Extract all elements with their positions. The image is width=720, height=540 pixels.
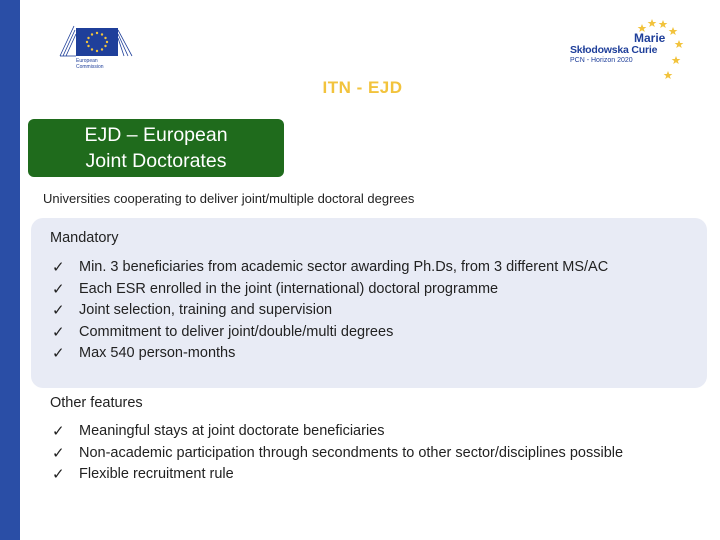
list-item: ✓ Flexible recruitment rule [52, 464, 692, 486]
check-icon: ✓ [52, 423, 65, 440]
list-item: ✓ Joint selection, training and supervision [52, 300, 712, 322]
check-icon: ✓ [52, 323, 65, 341]
msca-name-last: Skłodowska Curie [570, 44, 658, 56]
list-item: ✓ Meaningful stays at joint doctorate beneficiaries [52, 421, 692, 443]
check-icon: ✓ [52, 280, 65, 298]
mandatory-list [52, 257, 712, 365]
list-item: ✓ Max 540 person-months [52, 343, 712, 365]
check-icon: ✓ [52, 345, 65, 362]
title-line-1: EJD – European [84, 124, 228, 146]
title-line-2: Joint Doctorates [85, 150, 227, 172]
msca-name-first: Marie [634, 31, 666, 45]
ec-building-icon [58, 22, 136, 58]
european-commission-logo [58, 22, 136, 72]
msca-logo [568, 16, 686, 88]
left-accent-bar [0, 0, 20, 540]
check-icon: ✓ [52, 259, 65, 276]
check-icon: ✓ [52, 444, 65, 462]
list-item: ✓ Commitment to deliver joint/double/multi degrees [52, 322, 712, 344]
slide-subtitle: ITN - EJD [322, 78, 403, 97]
title-box [28, 119, 284, 177]
mandatory-heading: Mandatory [50, 230, 119, 246]
msca-programme: PCN - Horizon 2020 [570, 57, 633, 64]
ec-caption: European Commission [76, 58, 104, 70]
check-icon: ✓ [52, 466, 65, 483]
check-icon: ✓ [52, 302, 65, 319]
other-features-heading: Other features [50, 395, 143, 411]
other-features-list [52, 421, 692, 486]
list-item: ✓ Non-academic participation through secondments to other sector/disciplines possible [52, 443, 692, 465]
description-text: Universities cooperating to deliver joint/multiple doctoral degrees [43, 191, 415, 206]
list-item: ✓ Min. 3 beneficiaries from academic sector awarding Ph.Ds, from 3 different MS/AC [52, 257, 712, 279]
list-item: ✓ Each ESR enrolled in the joint (international) doctoral programme [52, 279, 712, 301]
